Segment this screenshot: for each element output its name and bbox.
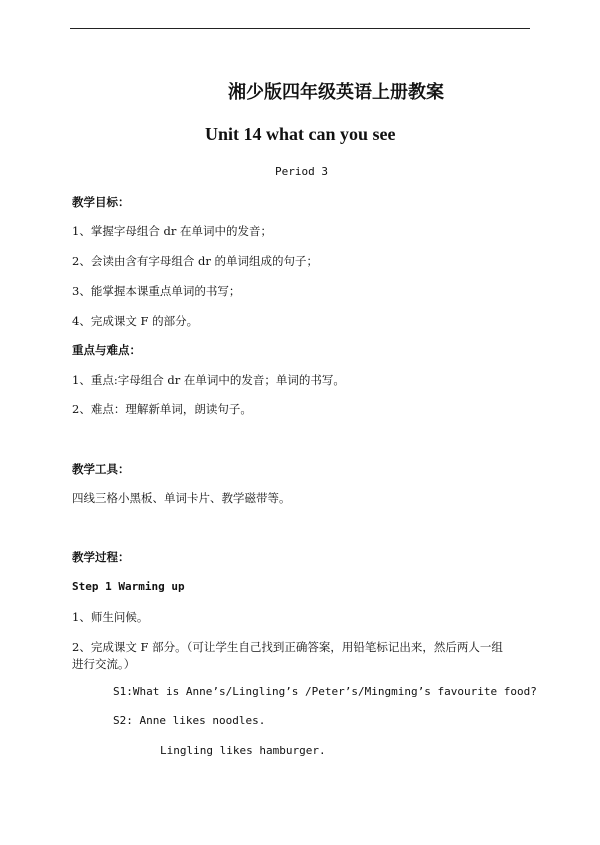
step-heading: Step 1 Warming up bbox=[72, 580, 185, 593]
objective-item: 2、会读由含有字母组合 dr 的单词组成的句子； bbox=[72, 254, 318, 268]
dialogue-s2-continued: Lingling likes hamburger. bbox=[160, 744, 326, 757]
dialogue-s2: S2: Anne likes noodles. bbox=[113, 714, 266, 727]
dialogue-s1: S1:What is Anne’s/Lingling’s /Peter’s/Mingming’s favourite food? bbox=[113, 685, 537, 698]
process-item: 2、完成课文 F 部分。（可让学生自己找到正确答案，用铅笔标记出来，然后两人一组 bbox=[72, 640, 503, 654]
objectives-heading: 教学目标： bbox=[72, 195, 130, 209]
objective-item: 1、掌握字母组合 dr 在单词中的发音； bbox=[72, 224, 272, 238]
objective-item: 3、能掌握本课重点单词的书写； bbox=[72, 284, 241, 298]
process-item: 1、师生问候。 bbox=[72, 610, 149, 624]
period-label: Period 3 bbox=[275, 165, 328, 178]
process-heading: 教学过程： bbox=[72, 550, 130, 564]
unit-title: Unit 14 what can you see bbox=[205, 124, 396, 144]
header-rule bbox=[70, 28, 530, 29]
key-point-item: 1、重点:字母组合 dr 在单词中的发音；单词的书写。 bbox=[72, 373, 345, 387]
objective-item: 4、完成课文 F 的部分。 bbox=[72, 314, 199, 328]
tools-heading: 教学工具： bbox=[72, 462, 130, 476]
document-title: 湘少版四年级英语上册教案 bbox=[228, 82, 444, 103]
key-point-item: 2、难点：理解新单词，朗读句子。 bbox=[72, 402, 252, 416]
key-points-heading: 重点与难点： bbox=[72, 343, 141, 357]
process-item-continued: 进行交流。） bbox=[72, 657, 136, 671]
tools-text: 四线三格小黑板、单词卡片、教学磁带等。 bbox=[72, 491, 291, 505]
